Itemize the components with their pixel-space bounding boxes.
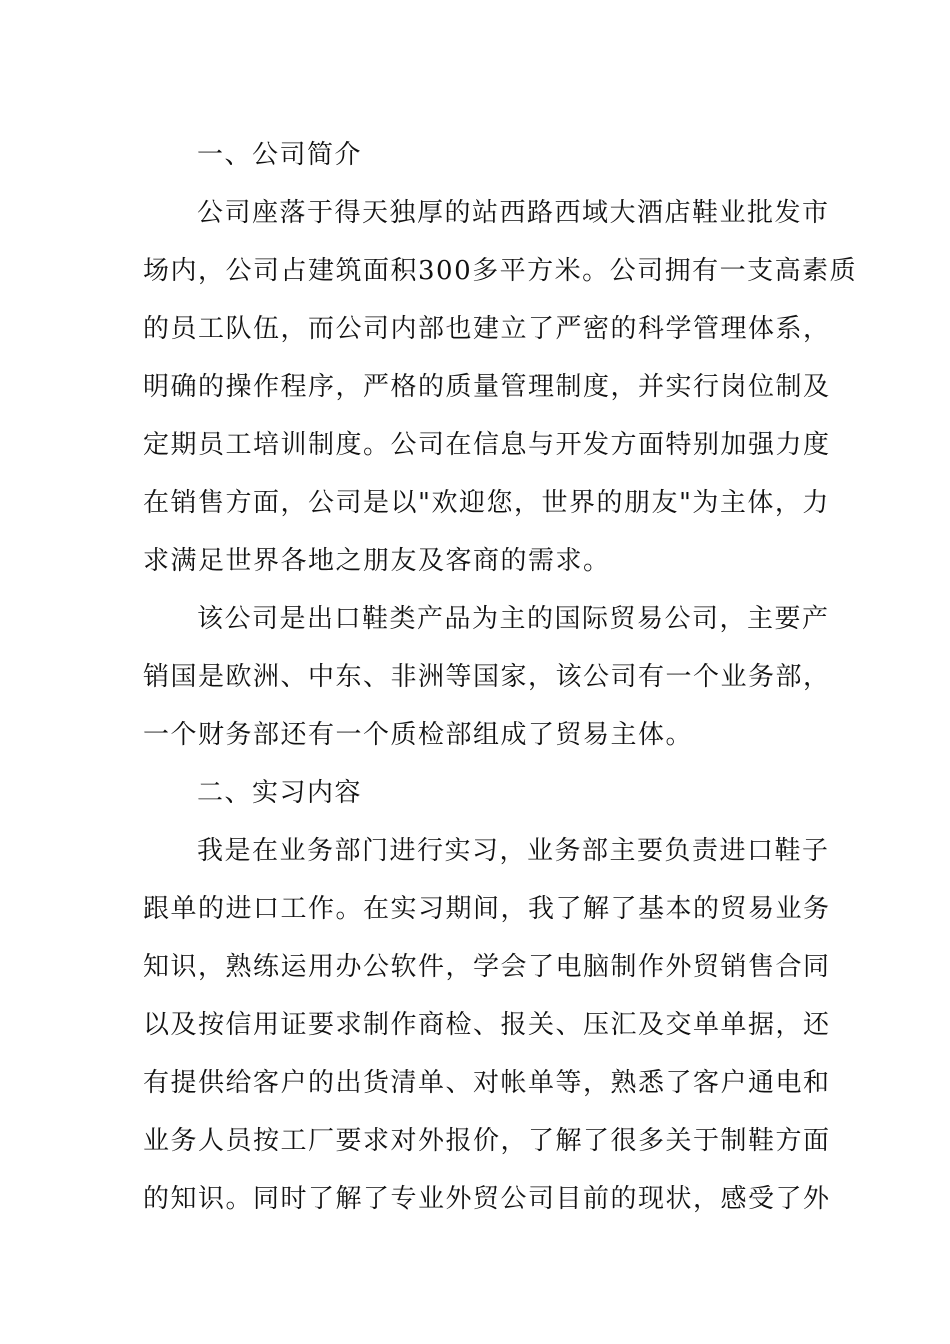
text-line: 有提供给客户的出货清单、对帐单等，熟悉了客户通电和 <box>143 1068 831 1098</box>
text-line: 在销售方面，公司是以"欢迎您，世界的朋友"为主体，力 <box>143 488 830 518</box>
paragraph-internship-work <box>143 822 831 1228</box>
text-line: 以及按信用证要求制作商检、报关、压汇及交单单据，还 <box>143 1010 831 1040</box>
text-line: 知识，熟练运用办公软件，学会了电脑制作外贸销售合同 <box>143 952 831 982</box>
text-line: 我是在业务部门进行实习，业务部主要负责进口鞋子 <box>197 836 830 866</box>
text-line: 一个财务部还有一个质检部组成了贸易主体。 <box>143 720 694 750</box>
section-heading-internship-content: 二、实习内容 <box>197 778 363 808</box>
document-body <box>143 126 858 1228</box>
text-line: 销国是欧洲、中东、非洲等国家，该公司有一个业务部， <box>143 662 831 692</box>
text-line: 的知识。同时了解了专业外贸公司目前的现状，感受了外 <box>143 1184 831 1214</box>
text-line: 定期员工培训制度。公司在信息与开发方面特别加强力度 <box>143 430 831 460</box>
text-line: 求满足世界各地之朋友及客商的需求。 <box>143 546 611 576</box>
paragraph-company-location <box>143 184 858 590</box>
section-heading-company-intro: 一、公司简介 <box>197 140 363 170</box>
text-line: 跟单的进口工作。在实习期间，我了解了基本的贸易业务 <box>143 894 831 924</box>
text-line: 的员工队伍，而公司内部也建立了严密的科学管理体系， <box>143 314 831 344</box>
text-line: 公司座落于得天独厚的站西路西域大酒店鞋业批发市 <box>197 198 830 228</box>
text-line: 场内，公司占建筑面积300多平方米。公司拥有一支高素质 <box>143 256 858 286</box>
text-line: 业务人员按工厂要求对外报价，了解了很多关于制鞋方面 <box>143 1126 831 1156</box>
text-line: 明确的操作程序，严格的质量管理制度，并实行岗位制及 <box>143 372 831 402</box>
paragraph-company-business <box>143 590 831 764</box>
text-line: 该公司是出口鞋类产品为主的国际贸易公司，主要产 <box>197 604 830 634</box>
